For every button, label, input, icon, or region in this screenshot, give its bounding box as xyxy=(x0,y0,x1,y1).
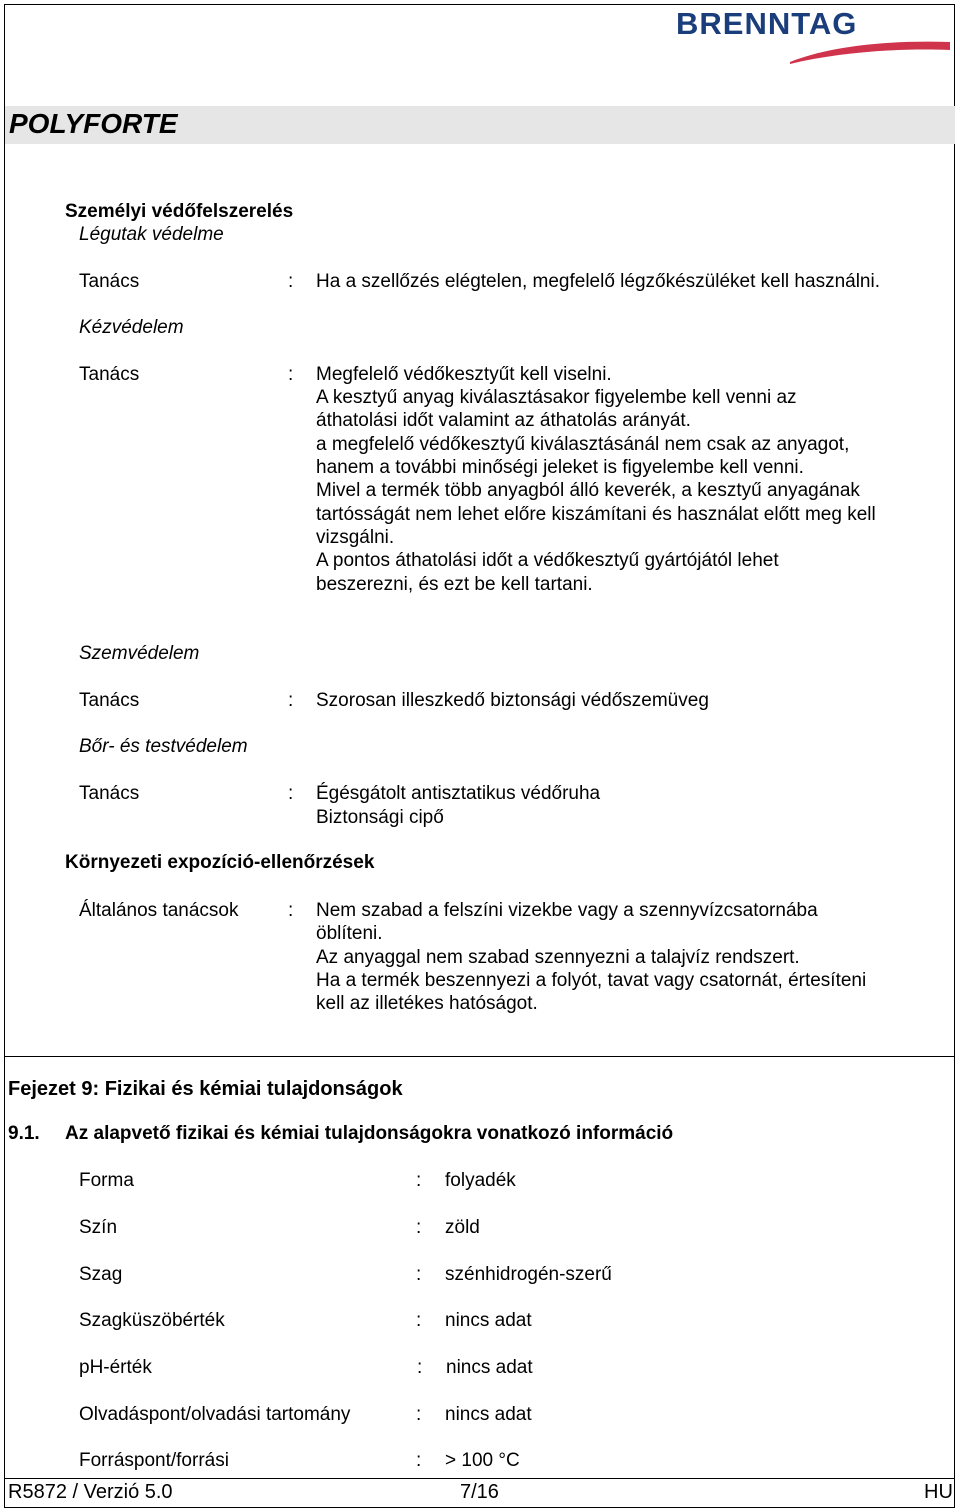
hand-line: Mivel a termék több anyagból álló keverék, a kesztyű anyagának xyxy=(316,480,860,501)
env-label: Általános tanácsok xyxy=(79,900,239,921)
property-sep: : xyxy=(416,1404,422,1425)
subsection-title: Az alapvető fizikai és kémiai tulajdonságokra vonatkozó információ xyxy=(65,1123,674,1144)
hand-title: Kézvédelem xyxy=(79,317,184,338)
env-line: Ha a termék beszennyezi a folyót, tavat vagy csatornát, értesíteni xyxy=(316,970,867,991)
respiratory-label: Tanács xyxy=(79,271,140,292)
hand-line: A kesztyű anyag kiválasztásakor figyelembe kell venni az xyxy=(316,387,797,408)
subsection-number: 9.1. xyxy=(8,1123,40,1144)
property-value: nincs adat xyxy=(445,1310,532,1331)
property-value: zöld xyxy=(445,1217,480,1238)
footer-divider xyxy=(5,1478,955,1479)
skin-line: Biztonsági cipő xyxy=(316,807,444,828)
property-value: > 100 °C xyxy=(445,1450,520,1471)
property-value: folyadék xyxy=(445,1170,516,1191)
property-label: Forma xyxy=(79,1170,134,1191)
property-value: nincs adat xyxy=(446,1357,533,1378)
hand-line: a megfelelő védőkesztyű kiválasztásánál nem csak az anyagot, xyxy=(316,434,850,455)
logo-text: BRENNTAG xyxy=(676,6,858,41)
eye-label: Tanács xyxy=(79,690,140,711)
product-title: POLYFORTE xyxy=(9,108,178,139)
env-line: kell az illetékes hatóságot. xyxy=(316,993,538,1014)
env-heading: Környezeti expozíció-ellenőrzések xyxy=(65,852,375,873)
property-label: Forráspont/forrási xyxy=(79,1450,229,1471)
respiratory-title: Légutak védelme xyxy=(79,224,224,245)
brenntag-logo xyxy=(672,4,954,66)
env-line: öblíteni. xyxy=(316,923,383,944)
respiratory-sep: : xyxy=(288,271,294,292)
property-label: pH-érték xyxy=(79,1357,152,1378)
property-sep: : xyxy=(417,1357,423,1378)
eye-sep: : xyxy=(288,690,294,711)
footer-language: HU xyxy=(924,1481,953,1503)
section9-heading: Fejezet 9: Fizikai és kémiai tulajdonságok xyxy=(8,1078,403,1100)
env-line: Az anyaggal nem szabad szennyezni a talajvíz rendszert. xyxy=(316,947,800,968)
hand-line: A pontos áthatolási időt a védőkesztyű gyártójától lehet xyxy=(316,550,779,571)
hand-sep: : xyxy=(288,364,294,385)
eye-title: Szemvédelem xyxy=(79,643,200,664)
hand-line: tartósságát nem lehet előre kiszámítani és használat előtt meg kell xyxy=(316,504,876,525)
respiratory-text: Ha a szellőzés elégtelen, megfelelő légzőkészüléket kell használni. xyxy=(316,271,880,292)
eye-text: Szorosan illeszkedő biztonsági védőszemüveg xyxy=(316,690,709,711)
env-line: Nem szabad a felszíni vizekbe vagy a szennyvízcsatornába xyxy=(316,900,818,921)
hand-label: Tanács xyxy=(79,364,140,385)
property-sep: : xyxy=(416,1450,422,1471)
ppe-heading: Személyi védőfelszerelés xyxy=(65,201,294,222)
hand-line: áthatolási időt valamint az áthatolás arányát. xyxy=(316,410,691,431)
property-label: Szagküszöbérték xyxy=(79,1310,225,1331)
property-label: Olvadáspont/olvadási tartomány xyxy=(79,1404,351,1425)
property-sep: : xyxy=(416,1264,422,1285)
hand-line: beszerezni, és ezt be kell tartani. xyxy=(316,574,593,595)
hand-line: vizsgálni. xyxy=(316,527,395,548)
skin-line: Égésgátolt antisztatikus védőruha xyxy=(316,783,601,804)
property-sep: : xyxy=(416,1217,422,1238)
property-value: szénhidrogén-szerű xyxy=(445,1264,612,1285)
property-label: Szín xyxy=(79,1217,118,1238)
property-value: nincs adat xyxy=(445,1404,532,1425)
hand-line: hanem a további minőségi jeleket is figyelembe kell venni. xyxy=(316,457,804,478)
footer-version: R5872 / Verzió 5.0 xyxy=(8,1481,173,1503)
skin-title: Bőr- és testvédelem xyxy=(79,736,248,757)
skin-sep: : xyxy=(288,783,294,804)
footer-page-number: 7/16 xyxy=(460,1481,499,1503)
property-label: Szag xyxy=(79,1264,123,1285)
logo-swoosh-icon xyxy=(790,40,950,64)
property-sep: : xyxy=(416,1310,422,1331)
property-sep: : xyxy=(416,1170,422,1191)
env-sep: : xyxy=(288,900,294,921)
hand-line: Megfelelő védőkesztyűt kell viselni. xyxy=(316,364,612,385)
section-divider xyxy=(5,1056,955,1057)
skin-label: Tanács xyxy=(79,783,140,804)
